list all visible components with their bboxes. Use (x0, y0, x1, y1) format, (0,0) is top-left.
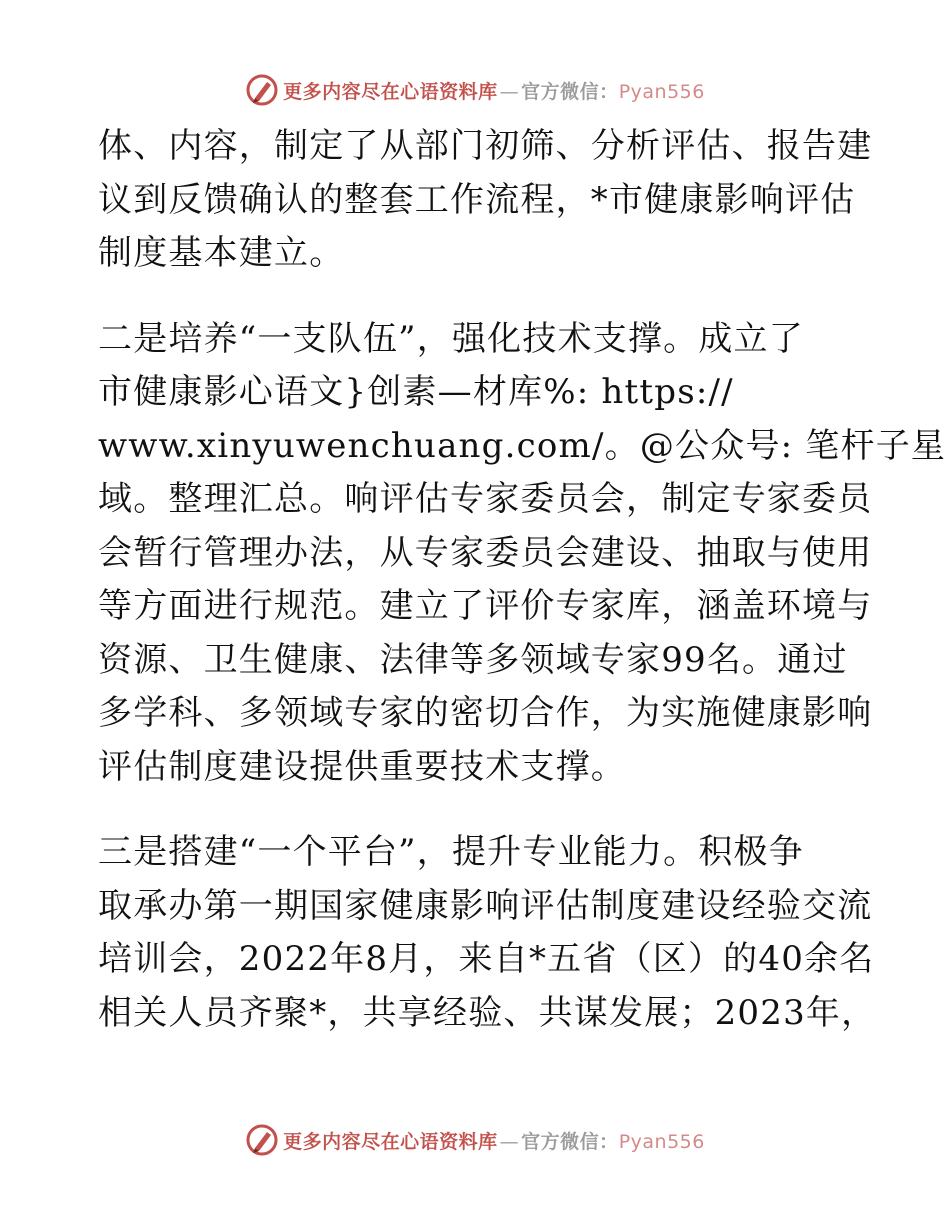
text-line: 二是培养“一支队伍”，强化技术支撑。成立了 (98, 318, 804, 359)
pen-nib-logo-icon (245, 73, 279, 107)
text-line: 三是搭建“一个平台”，提升专业能力。积极争 (98, 832, 804, 872)
text-line: 市健康影心语文}创素—材库%: https:// (98, 372, 734, 412)
text-line: 会暂行管理办法，从专家委员会建设、抽取与使用 (98, 532, 873, 573)
watermark-wechat-id: Pyan556 (618, 1130, 705, 1153)
pen-nib-logo-icon (245, 1123, 279, 1157)
header-watermark (0, 68, 950, 112)
watermark-contact-label: 官方微信： (521, 1130, 619, 1153)
watermark-brand: 更多内容尽在心语资料库 (283, 80, 498, 103)
text-line: 取承办第一期国家健康影响评估制度建设经验交流 (98, 885, 873, 926)
text-line: 相关人员齐聚*，共享经验、共谋发展；2023年， (98, 992, 877, 1033)
watermark-brand: 更多内容尽在心语资料库 (283, 1130, 498, 1153)
paragraph-2 (98, 313, 947, 795)
watermark-dash: — (499, 80, 520, 103)
text-line: 域。整理汇总。响评估专家委员会，制定专家委员 (98, 479, 873, 519)
text-line: 资源、卫生健康、法律等多领域专家99名。通过 (98, 639, 848, 680)
watermark-dash: — (499, 1130, 520, 1153)
text-line: 多学科、多领域专家的密切合作，为实施健康影响 (98, 693, 873, 733)
text-line: 议到反馈确认的整套工作流程，*市健康影响评估 (98, 179, 856, 220)
footer-watermark (0, 1118, 950, 1162)
paragraph-3 (98, 826, 877, 1040)
text-line: 体、内容，制定了从部门初筛、分析评估、报告建 (98, 126, 873, 166)
paragraph-1 (98, 120, 873, 281)
text-line: 等方面进行规范。建立了评价专家库，涵盖环境与 (98, 586, 873, 626)
watermark-contact-label: 官方微信： (521, 80, 619, 103)
document-body (98, 120, 947, 1040)
text-line: 制度基本建立。 (98, 233, 345, 273)
text-line: www.xinyuwenchuang.com/。@公众号: 笔杆子星 (98, 425, 947, 466)
text-line: 评估制度建设提供重要技术支撑。 (98, 746, 626, 787)
watermark-wechat-id: Pyan556 (618, 80, 705, 103)
text-line: 培训会，2022年8月，来自*五省（区）的40余名 (98, 939, 875, 979)
